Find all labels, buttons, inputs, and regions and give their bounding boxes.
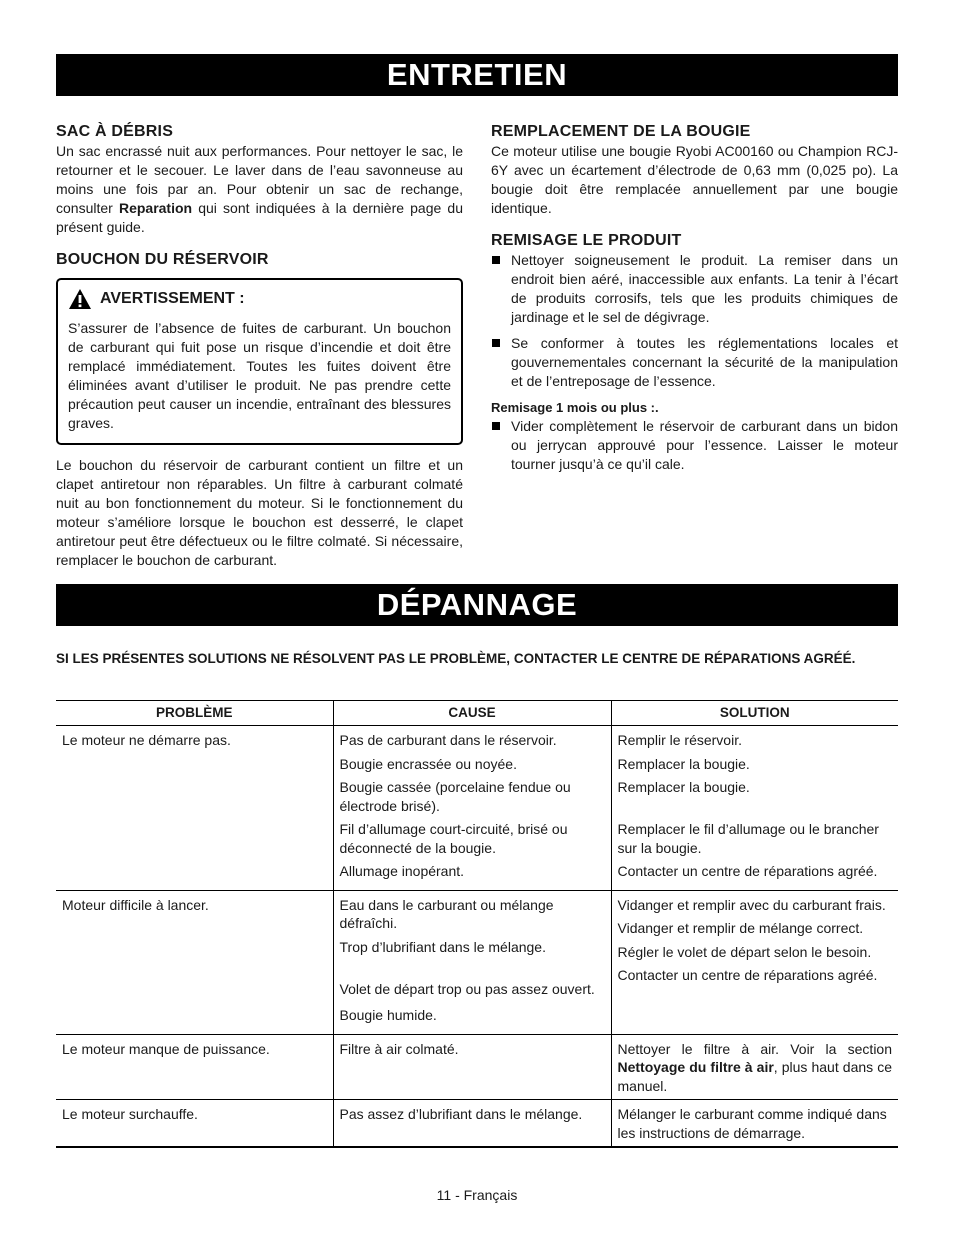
problem-cell: Le moteur ne démarre pas. — [56, 726, 333, 891]
remisage-list — [491, 251, 898, 391]
list-item: Nettoyer soigneusement le produit. La remiser dans un endroit bien aéré, inaccessible aux enfants. La tenir à l’écart de produits corrosifs, tels que les produits chimiques de jardinage et le sel de dégivrage. — [491, 251, 898, 327]
heading-remisage: REMISAGE LE PRODUIT — [491, 232, 682, 249]
table-header-row — [56, 701, 898, 726]
warning-text: S’assurer de l’absence de fuites de carburant. Un bouchon de carburant qui fuit pose un risque d’incendie et doit être remplacé immédiatement. Toutes les fuites doivent être éliminées avant d’utiliser le produit. Ne pas prendre cette précaution peut causer un incendie, entraînant des blessures graves. — [68, 320, 451, 431]
troubleshooting-table — [56, 700, 898, 1148]
solution-cell: Vidanger et remplir avec du carburant frais. Vidanger et remplir de mélange correct. Régler le volet de départ selon le besoin. Contacter un centre de réparations agréé. — [611, 890, 898, 1034]
remisage-sub-list — [491, 417, 898, 474]
warning-header — [68, 288, 451, 310]
section-banner-entretien: ENTRETIEN — [56, 54, 898, 96]
list-item: Se conformer à toutes les réglementations locales et gouvernementales concernant la sécurité de la manipulation et de l’entreposage de l’essence. — [491, 334, 898, 391]
paragraph-bougie: Ce moteur utilise une bougie Ryobi AC00160 ou Champion RCJ-6Y avec un écartement d’électrode de 0,63 mm (0,025 po). La bougie doit être remplacée annuellement par une bougie identique. — [491, 143, 898, 216]
solution-cell: Nettoyer le filtre à air. Voir la section Nettoyage du filtre à air, plus haut dans ce manuel. — [611, 1034, 898, 1100]
cause-cell: Filtre à air colmaté. — [333, 1034, 611, 1100]
page-footer: 11 - Français — [436, 1187, 518, 1203]
bullet-square-icon — [492, 422, 500, 430]
column-header-solution: SOLUTION — [611, 701, 898, 726]
warning-title: AVERTISSEMENT : — [100, 290, 245, 307]
section-banner-depannage: DÉPANNAGE — [56, 584, 898, 626]
column-header-problem: PROBLÈME — [56, 701, 333, 726]
table-row — [56, 1034, 898, 1100]
list-item: Vider complètement le réservoir de carburant dans un bidon ou jerrycan approuvé pour l’essence. Laisser le moteur tourner jusqu’à ce qu’il cale. — [491, 417, 898, 474]
table-row — [56, 890, 898, 1034]
solution-cell: Remplir le réservoir. Remplacer la bougie. Remplacer la bougie. Remplacer le fil d’allumage ou le brancher sur la bougie. Contacter un centre de réparations agréé. — [611, 726, 898, 891]
cause-cell: Eau dans le carburant ou mélange défraîchi. Trop d’lubrifiant dans le mélange. Volet de départ trop ou pas assez ouvert. Bougie humide. — [333, 890, 611, 1034]
warning-box — [56, 278, 463, 445]
paragraph-sac-debris: Un sac encrassé nuit aux performances. Pour nettoyer le sac, le retourner et le secouer. Le laver dans de l’eau savonneuse au moins une fois par an. Pour obtenir un sac de rechange, consulter Reparation qui sont indiquées à la dernière page du présent guide. — [56, 143, 464, 235]
column-header-cause: CAUSE — [333, 701, 611, 726]
warning-triangle-icon — [68, 288, 92, 310]
solution-cell: Mélanger le carburant comme indiqué dans les instructions de démarrage. — [611, 1100, 898, 1148]
table-row — [56, 726, 898, 891]
bullet-square-icon — [492, 256, 500, 264]
left-column — [56, 122, 463, 570]
cause-cell: Pas assez d’lubrifiant dans le mélange. — [333, 1100, 611, 1148]
remisage-subheading: Remisage 1 mois ou plus :. — [491, 400, 659, 415]
problem-cell: Moteur difficile à lancer. — [56, 890, 333, 1034]
heading-remplacement-bougie: REMPLACEMENT DE LA BOUGIE — [491, 123, 751, 140]
paragraph-bouchon: Le bouchon du réservoir de carburant contient un filtre et un clapet antiretour non réparables. Un filtre à carburant colmaté nuit au bon fonctionnement du moteur. Si le fonctionnement du moteur s’améliore lorsque le bouchon est desserré, le clapet antiretour peut être défectueux ou le filtre colmaté. Si nécessaire, remplacer le bouchon de carburant. — [56, 457, 463, 568]
right-column — [491, 122, 898, 481]
cause-cell: Pas de carburant dans le réservoir. Bougie encrassée ou noyée. Bougie cassée (porcelaine fendue ou électrode brisé). Fil d’allumage court-circuité, brisé ou déconnecté de la bougie. Allumage inopérant. — [333, 726, 611, 891]
bullet-square-icon — [492, 339, 500, 347]
heading-sac-debris: SAC À DÉBRIS — [56, 123, 174, 140]
problem-cell: Le moteur surchauffe. — [56, 1100, 333, 1148]
repair-notice: SI LES PRÉSENTES SOLUTIONS NE RÉSOLVENT PAS LE PROBLÈME, CONTACTER LE CENTRE DE RÉPARATIONS AGRÉÉ. — [56, 651, 856, 666]
table-row — [56, 1100, 898, 1148]
problem-cell: Le moteur manque de puissance. — [56, 1034, 333, 1100]
heading-bouchon-reservoir: BOUCHON DU RÉSERVOIR — [56, 251, 269, 268]
